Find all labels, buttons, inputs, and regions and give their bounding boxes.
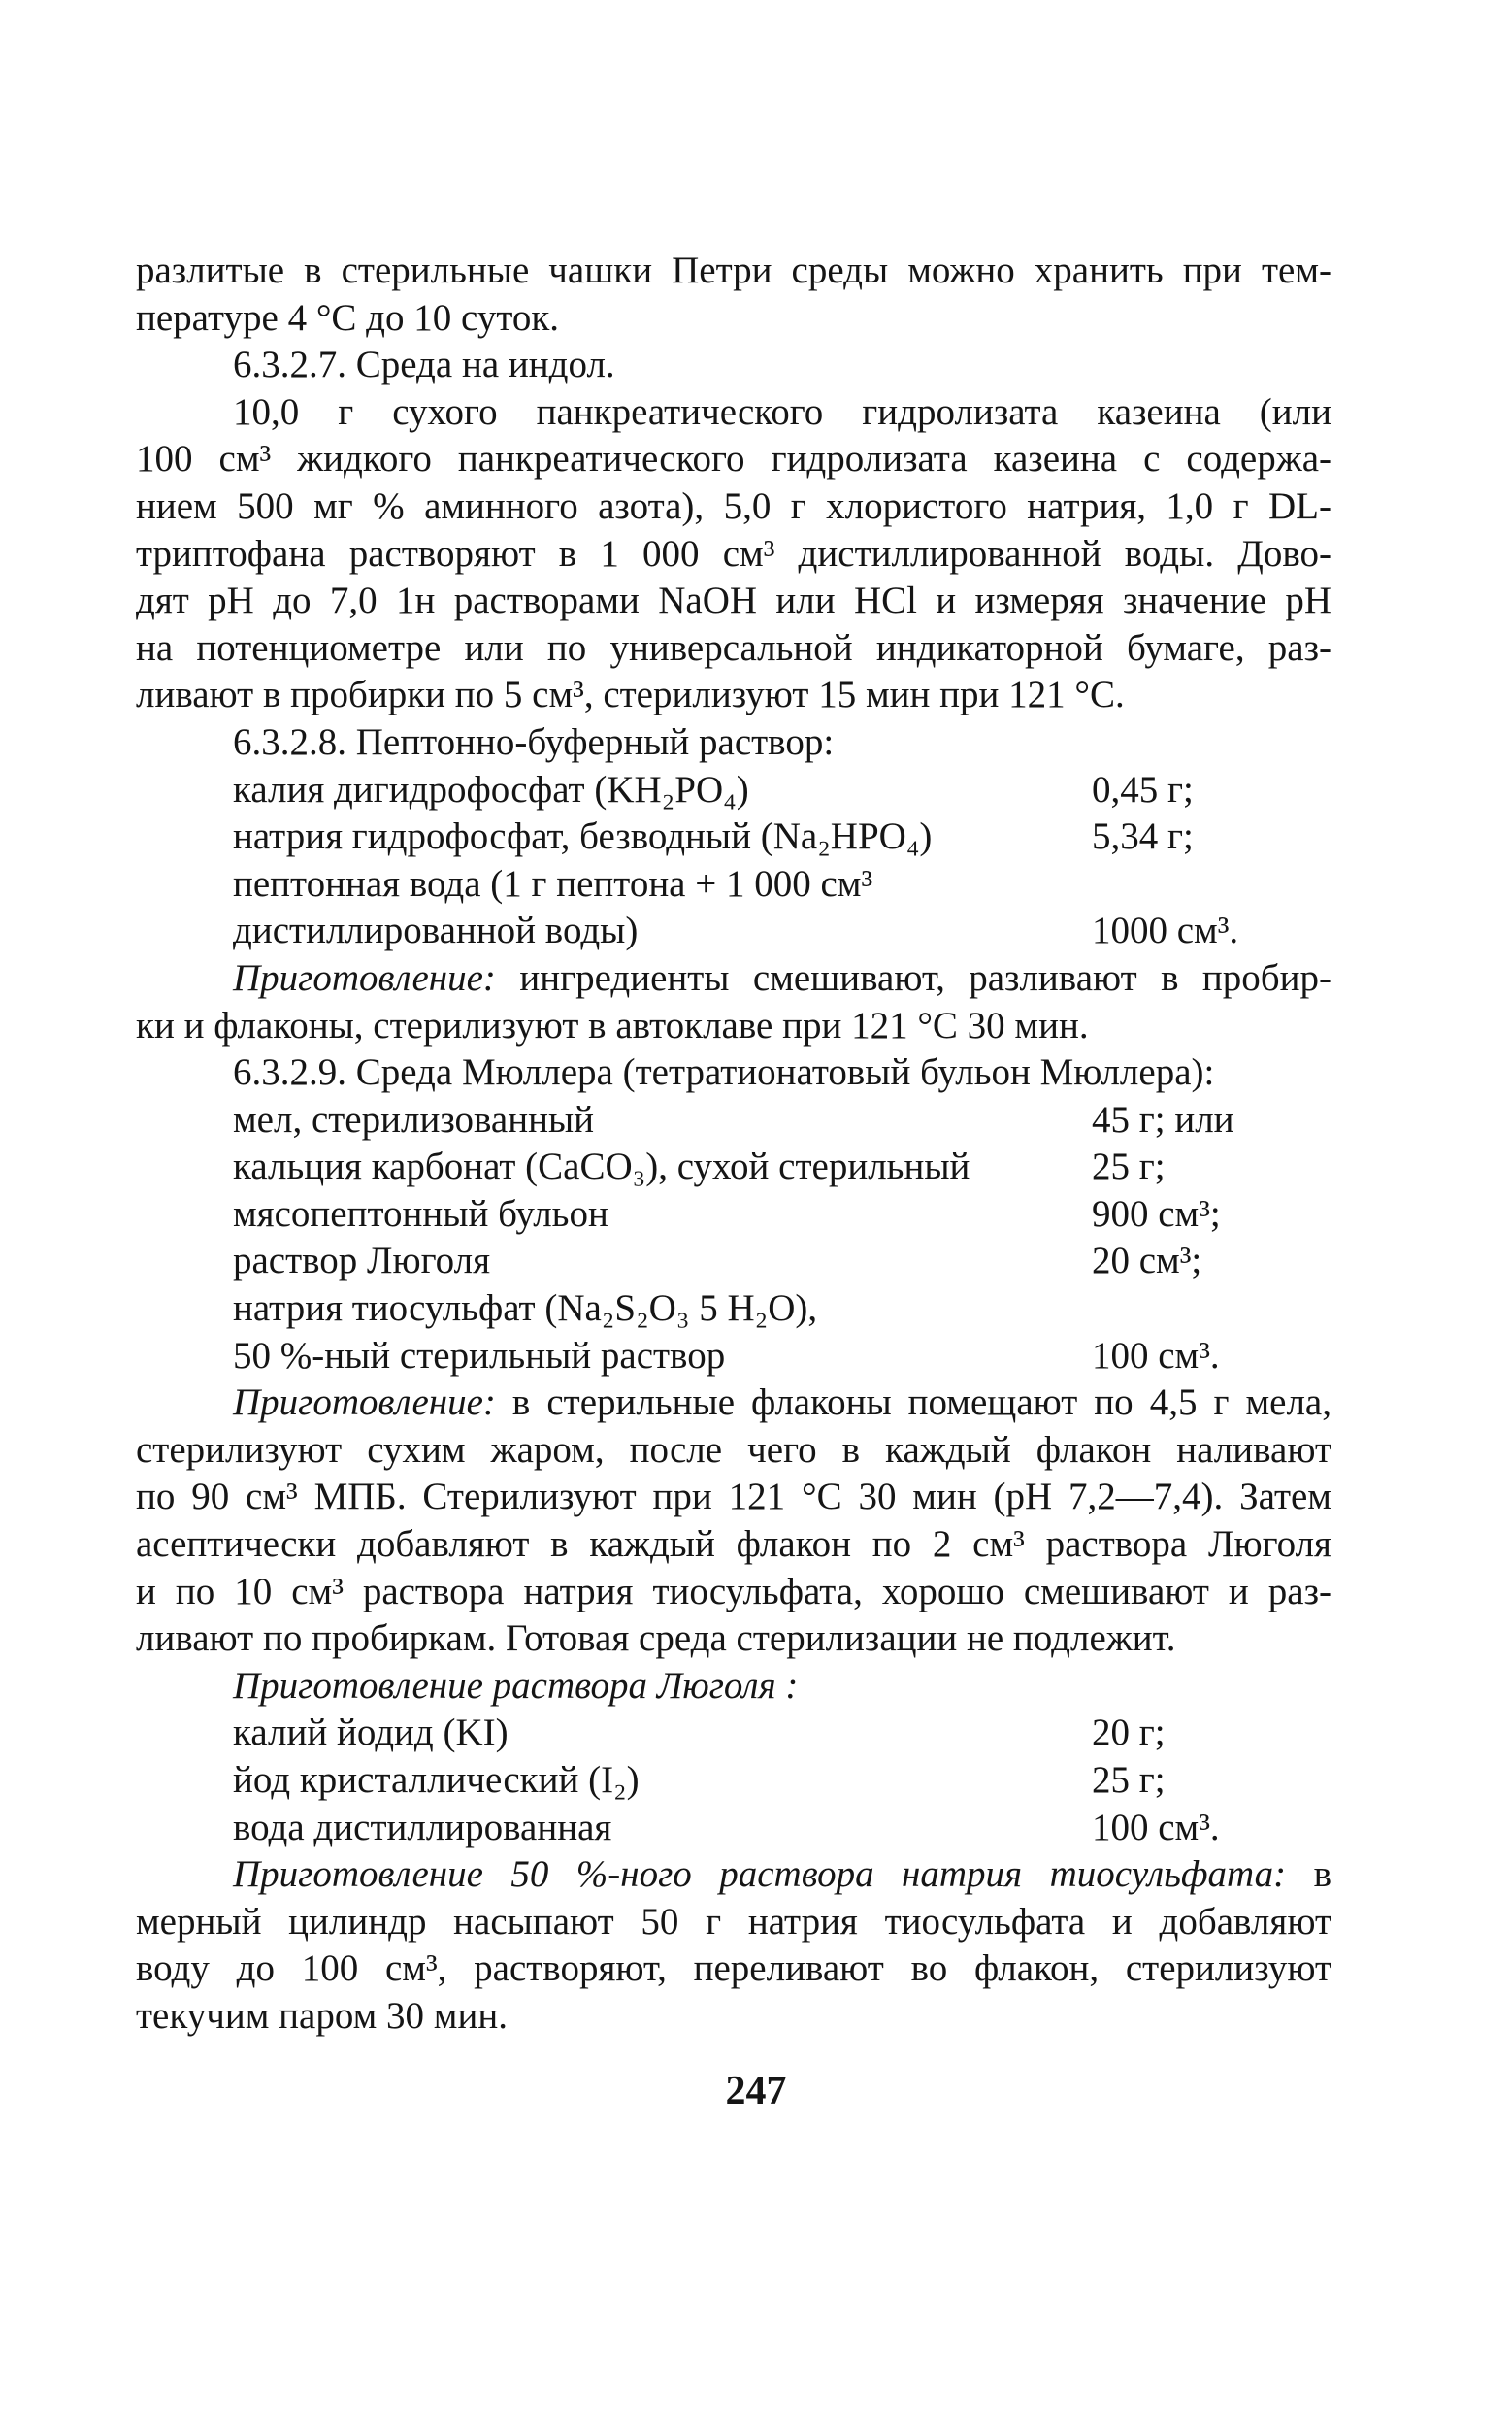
section-heading: 6.3.2.9. Среда Мюллера (тетратионатовый бульон Мюллера): bbox=[233, 1051, 1215, 1094]
ingredient-name: дистиллированной воды) bbox=[233, 910, 639, 952]
ingredient-row bbox=[233, 1710, 1331, 1757]
preparation-label: Приготовление: bbox=[233, 1381, 496, 1424]
text-line: на потенциометре или по универсальной индикаторной бумаге, раз- bbox=[136, 626, 1331, 669]
text-line: 10,0 г сухого панкреатического гидролизата казеина (или bbox=[233, 390, 1331, 433]
ingredient-name: кальция карбонат (CaCO₃), сухой стерильный bbox=[233, 1146, 970, 1188]
ingredient-qty: 100 см³. bbox=[1092, 1334, 1220, 1377]
text-line: ливают по пробиркам. Готовая среда стерилизации не подлежит. bbox=[136, 1617, 1176, 1660]
ingredient-row bbox=[233, 1757, 1331, 1805]
section-heading: 6.3.2.7. Среда на индол. bbox=[233, 344, 615, 386]
ingredient-row bbox=[233, 1097, 1331, 1145]
ingredient-name: мел, стерилизованный bbox=[233, 1098, 595, 1141]
ingredient-qty: 5,34 г; bbox=[1092, 815, 1194, 858]
text-line: стерилизуют сухим жаром, после чего в каждый флакон наливают bbox=[136, 1428, 1331, 1471]
page-number: 247 bbox=[725, 2069, 787, 2113]
text-line: воду до 100 см³, растворяют, переливают во флакон, стерилизуют bbox=[136, 1947, 1331, 1990]
ingredient-list-muller bbox=[136, 1097, 1331, 1380]
ingredient-qty: 1000 см³. bbox=[1092, 910, 1239, 952]
text-line: триптофана растворяют в 1 000 см³ дистиллированной воды. Дово- bbox=[136, 532, 1331, 575]
ingredient-name: натрия гидрофосфат, безводный (Na₂HPO₄) bbox=[233, 815, 933, 858]
ingredient-name: пептонная вода (1 г пептона + 1 000 см³ bbox=[233, 862, 873, 905]
ingredient-list-peptone bbox=[136, 767, 1331, 955]
ingredient-row bbox=[233, 1238, 1331, 1285]
page-body bbox=[136, 248, 1331, 2041]
ingredient-qty: 25 г; bbox=[1092, 1759, 1166, 1801]
ingredient-name: 50 %-ный стерильный раствор bbox=[233, 1334, 726, 1377]
ingredient-name: натрия тиосульфат (Na₂S₂O₃ 5 H₂O), bbox=[233, 1287, 818, 1330]
ingredient-name: калий йодид (KI) bbox=[233, 1711, 509, 1754]
section-heading: 6.3.2.8. Пептонно-буферный раствор: bbox=[233, 720, 835, 763]
ingredient-qty bbox=[1092, 1285, 1331, 1333]
ingredient-qty: 20 см³; bbox=[1092, 1240, 1202, 1282]
text-line: по 90 см³ МПБ. Стерилизуют при 121 °С 30 мин (pH 7,2—7,4). Затем bbox=[136, 1476, 1331, 1518]
ingredient-row bbox=[233, 1144, 1331, 1191]
ingredient-qty: 100 см³. bbox=[1092, 1806, 1220, 1848]
ingredient-name: мясопептонный бульон bbox=[233, 1192, 608, 1235]
preparation-label: Приготовление 50 %-ного раствора натрия тиосульфата: bbox=[233, 1853, 1287, 1896]
text-line: 100 см³ жидкого панкреатического гидролизата казеина с содержа- bbox=[136, 438, 1331, 481]
ingredient-row bbox=[233, 1285, 1331, 1333]
preparation-text: ингредиенты смешивают, разливают в пробир- bbox=[495, 956, 1331, 999]
text-line: дят pH до 7,0 1н растворами NaOH или HCl и измеряя значение pH bbox=[136, 580, 1331, 622]
text-line: ки и флаконы, стерилизуют в автоклаве при 121 °С 30 мин. bbox=[136, 1004, 1089, 1047]
ingredient-qty bbox=[1092, 861, 1331, 909]
ingredient-name: калия дигидрофосфат (KH₂PO₄) bbox=[233, 768, 749, 811]
text-line: пературе 4 °С до 10 суток. bbox=[136, 296, 560, 339]
ingredient-qty: 0,45 г; bbox=[1092, 768, 1194, 811]
preparation-paragraph bbox=[136, 1379, 1331, 1427]
ingredient-qty: 20 г; bbox=[1092, 1711, 1166, 1754]
ingredient-qty: 45 г; или bbox=[1092, 1098, 1234, 1141]
ingredient-row bbox=[233, 1333, 1331, 1380]
preparation-paragraph bbox=[136, 1851, 1331, 1899]
ingredient-row bbox=[233, 908, 1331, 955]
text-line: ливают в пробирки по 5 см³, стерилизуют 15 мин при 121 °С. bbox=[136, 674, 1125, 716]
preparation-text: в стерильные флаконы помещают по 4,5 г мела, bbox=[495, 1381, 1331, 1424]
ingredient-row bbox=[233, 1191, 1331, 1239]
text-line: разлитые в стерильные чашки Петри среды можно хранить при тем- bbox=[136, 249, 1331, 291]
preparation-text: в bbox=[1286, 1853, 1331, 1896]
ingredient-name: вода дистиллированная bbox=[233, 1806, 612, 1848]
preparation-paragraph bbox=[136, 955, 1331, 1003]
ingredient-qty: 900 см³; bbox=[1092, 1192, 1221, 1235]
ingredient-row bbox=[233, 1805, 1331, 1852]
ingredient-row bbox=[233, 814, 1331, 861]
ingredient-name: йод кристаллический (I₂) bbox=[233, 1759, 640, 1801]
preparation-label: Приготовление: bbox=[233, 956, 496, 999]
section-heading: Приготовление раствора Люголя : bbox=[233, 1664, 799, 1707]
ingredient-qty: 25 г; bbox=[1092, 1146, 1166, 1188]
text-line: мерный цилиндр насыпают 50 г натрия тиосульфата и добавляют bbox=[136, 1900, 1331, 1943]
ingredient-row bbox=[233, 861, 1331, 909]
text-line: и по 10 см³ раствора натрия тиосульфата, хорошо смешивают и раз- bbox=[136, 1570, 1331, 1612]
text-line: нием 500 мг % аминного азота), 5,0 г хлористого натрия, 1,0 г DL- bbox=[136, 484, 1331, 527]
text-line: текучим паром 30 мин. bbox=[136, 1994, 508, 2037]
ingredient-list-lugol bbox=[136, 1710, 1331, 1851]
text-line: асептически добавляют в каждый флакон по 2 см³ раствора Люголя bbox=[136, 1523, 1331, 1566]
ingredient-row bbox=[233, 767, 1331, 814]
ingredient-name: раствор Люголя bbox=[233, 1240, 491, 1282]
